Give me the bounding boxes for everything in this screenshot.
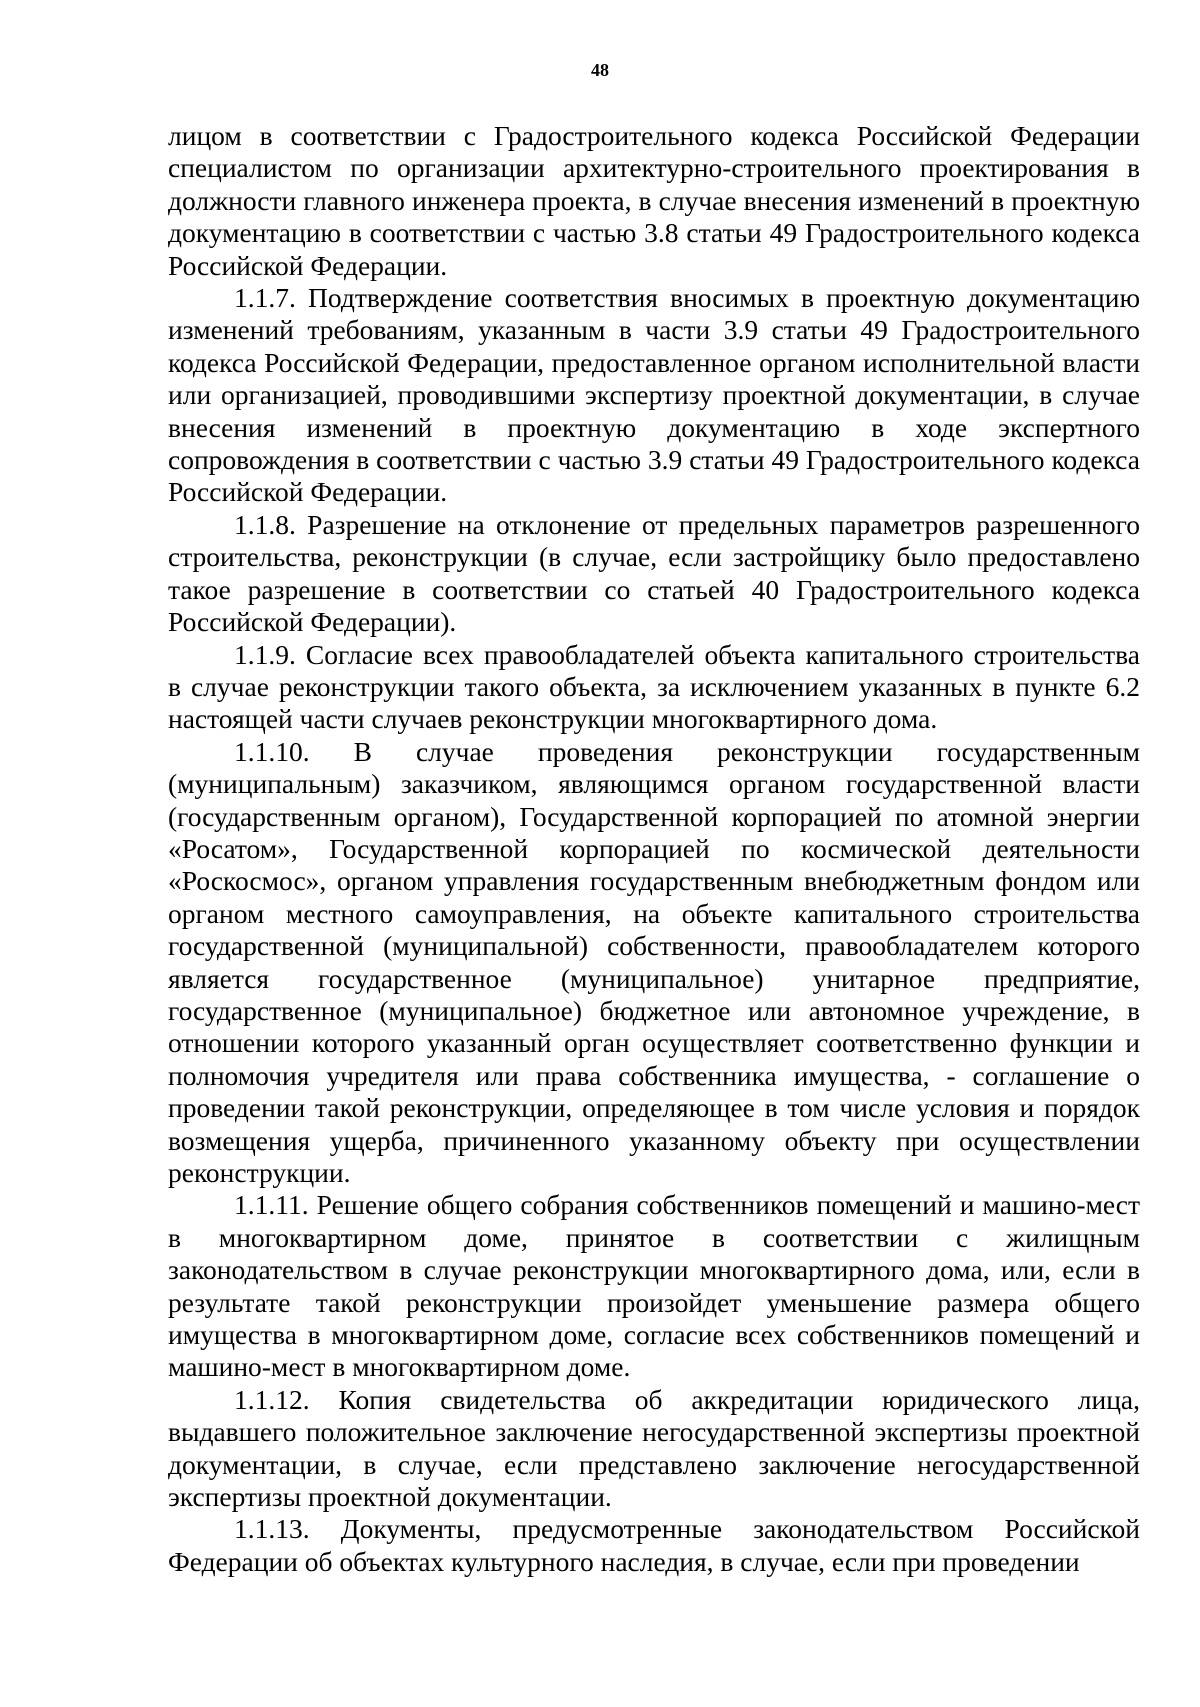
paragraph-1-1-7: 1.1.7. Подтверждение соответствия вносимых в проектную документацию изменений требованиям, указанным в части 3.9 статьи 49 Градостроительного кодекса Российской Федерации, предоставленное органом исполнительной власти или организацией, проводившими экспертизу проектной документации, в случае внесения изменений в проектную документацию в ходе экспертного сопровождения в соответствии с частью 3.9 статьи 49 Градостроительного кодекса Российской Федерации. [168, 282, 1140, 508]
document-body [168, 120, 1140, 1578]
paragraph-1-1-8: 1.1.8. Разрешение на отклонение от предельных параметров разрешенного строительства, реконструкции (в случае, если застройщику было предоставлено такое разрешение в соответствии со статьей 40 Градостроительного кодекса Российской Федерации). [168, 508, 1140, 638]
paragraph-1-1-9: 1.1.9. Согласие всех правообладателей объекта капитального строительства в случае реконструкции такого объекта, за исключением указанных в пункте 6.2 настоящей части случаев реконструкции многоквартирного дома. [168, 638, 1140, 735]
page-number: 48 [591, 60, 609, 80]
paragraph-1-1-10: 1.1.10. В случае проведения реконструкции государственным (муниципальным) заказчиком, являющимся органом государственной власти (государственным органом), Государственной корпорацией по атомной энергии «Росатом», Государственной корпорацией по космической деятельности «Роскосмос», органом управления государственным внебюджетным фондом или органом местного самоуправления, на объекте капитального строительства государственной (муниципальной) собственности, правообладателем которого является государственное (муниципальное) унитарное предприятие, государственное (муниципальное) бюджетное или автономное учреждение, в отношении которого указанный орган осуществляет соответственно функции и полномочия учредителя или права собственника имущества, - соглашение о проведении такой реконструкции, определяющее в том числе условия и порядок возмещения ущерба, причиненного указанному объекту при осуществлении реконструкции. [168, 735, 1140, 1188]
paragraph-continuation: лицом в соответствии с Градостроительного кодекса Российской Федерации специалистом по организации архитектурно-строительного проектирования в должности главного инженера проекта, в случае внесения изменений в проектную документацию в соответствии с частью 3.8 статьи 49 Градостроительного кодекса Российской Федерации. [168, 120, 1140, 281]
paragraph-1-1-11: 1.1.11. Решение общего собрания собственников помещений и машино-мест в многоквартирном доме, принятое в соответствии с жилищным законодательством в случае реконструкции многоквартирного дома, или, если в результате такой реконструкции произойдет уменьшение размера общего имущества в многоквартирном доме, согласие всех собственников помещений и машино-мест в многоквартирном доме. [168, 1189, 1140, 1383]
paragraph-1-1-13: 1.1.13. Документы, предусмотренные законодательством Российской Федерации об объектах культурного наследия, в случае, если при проведении [168, 1513, 1140, 1577]
paragraph-1-1-12: 1.1.12. Копия свидетельства об аккредитации юридического лица, выдавшего положительное заключение негосударственной экспертизы проектной документации, в случае, если представлено заключение негосударственной экспертизы проектной документации. [168, 1383, 1140, 1513]
